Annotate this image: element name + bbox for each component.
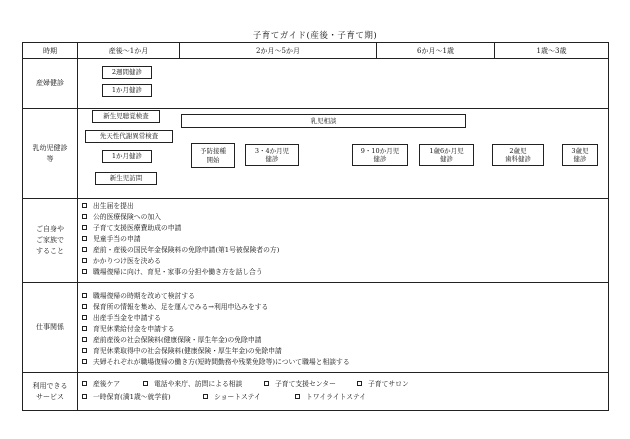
two-week-checkup-box: 2週間健診	[102, 66, 152, 79]
work-task-item: 出産手当金を申請する	[93, 314, 161, 322]
checkbox-icon[interactable]	[295, 394, 300, 399]
checkbox-icon[interactable]	[82, 293, 87, 298]
work-task-item: 保育所の情報を集め、足を運んでみる→利用申込みをする	[93, 303, 269, 311]
family-task-item: 公的医療保険への加入	[93, 213, 161, 221]
checkbox-icon[interactable]	[82, 203, 87, 208]
work-task-item: 育児休業給付金を申請する	[93, 325, 175, 333]
family-task-item: 児童手当の申請	[93, 235, 141, 243]
checkbox-icon[interactable]	[82, 315, 87, 320]
work-task-item: 夫婦それぞれが職場復帰の働き方(短時間勤務や残業免除等)について職場と相談する	[93, 358, 350, 366]
row-label-postpartum: 産婦健診	[23, 59, 78, 109]
vaccination-start-box: 予防接種 開始	[191, 143, 235, 168]
checkbox-icon[interactable]	[82, 269, 87, 274]
checkbox-icon[interactable]	[82, 214, 87, 219]
family-task-item: 出生届を提出	[93, 202, 134, 210]
dental-checkup-2y-box: 2歳児 歯科健診	[492, 144, 544, 166]
checkbox-icon[interactable]	[82, 225, 87, 230]
col-header-2-5m: 2か月～5か月	[180, 43, 377, 59]
infant-consultation-bar: 乳児相談	[181, 114, 466, 128]
checkup-9-10m-box: 9・10か月児 健診	[352, 144, 408, 166]
checkbox-icon[interactable]	[82, 258, 87, 263]
checkbox-icon[interactable]	[357, 381, 362, 386]
col-header-6m-1y: 6か月～1歳	[377, 43, 495, 59]
service-item: 子育てサロン	[368, 380, 409, 388]
family-task-item: 職場復帰に向け、育児・家事の分担や働き方を話し合う	[93, 268, 263, 276]
family-task-item: 子育て支援医療費助成の申請	[93, 224, 182, 232]
checkup-3y-box: 3歳児 健診	[562, 144, 598, 166]
service-item: 電話や来庁、訪問による相談	[154, 380, 243, 388]
one-month-checkup-box: 1か月健診	[102, 84, 152, 97]
row-label-infant: 乳幼児健診 等	[23, 109, 78, 199]
row-label-work: 仕事関係	[23, 283, 78, 373]
family-task-item: 産前・産後の国民年金保険料の免除申請(第1号被保険者の方)	[93, 246, 280, 254]
col-header-period: 時期	[23, 43, 78, 59]
col-header-0-1m: 産後～1か月	[78, 43, 180, 59]
newborn-visit-box: 新生児訪問	[95, 172, 157, 185]
row-label-services: 利用できる サービス	[23, 373, 78, 411]
checkbox-icon[interactable]	[203, 394, 208, 399]
newborn-hearing-test-box: 新生児聴覚検査	[92, 110, 160, 123]
checkbox-icon[interactable]	[82, 247, 87, 252]
checkbox-icon[interactable]	[82, 236, 87, 241]
checkbox-icon[interactable]	[82, 337, 87, 342]
checkup-3-4m-box: 3・4か月児 健診	[245, 144, 299, 166]
one-month-checkup-infant-box: 1か月健診	[102, 150, 152, 163]
page-title: 子育てガイド(産後・子育て期)	[252, 31, 378, 41]
checkup-1y6m-box: 1歳6か月児 健診	[419, 144, 474, 166]
metabolic-screening-box: 先天性代謝異常検査	[85, 130, 173, 143]
checkbox-icon[interactable]	[82, 348, 87, 353]
checkbox-icon[interactable]	[82, 394, 87, 399]
service-item: 一時保育(満1歳～就学前)	[93, 393, 171, 401]
checkbox-icon[interactable]	[82, 359, 87, 364]
header-row	[23, 43, 609, 59]
work-task-item: 育児休業取得中の社会保険料(健康保険・厚生年金)の免除申請	[93, 347, 282, 355]
family-task-item: かかりつけ医を決める	[93, 257, 161, 265]
checkbox-icon[interactable]	[82, 304, 87, 309]
checkbox-icon[interactable]	[264, 381, 269, 386]
row-label-family: ご自身や ご家族で すること	[23, 199, 78, 283]
service-item: 子育て支援センター	[275, 380, 336, 388]
checkbox-icon[interactable]	[82, 381, 87, 386]
service-item: ショートステイ	[214, 393, 261, 401]
work-task-item: 職場復帰の時期を改めて検討する	[93, 292, 195, 300]
col-header-1-3y: 1歳～3歳	[495, 43, 609, 59]
checkbox-icon[interactable]	[82, 326, 87, 331]
service-item: 産後ケア	[93, 380, 121, 388]
service-item: トワイライトステイ	[306, 393, 367, 401]
checkbox-icon[interactable]	[143, 381, 148, 386]
work-task-item: 産前産後の社会保険料(健康保険・厚生年金)の免除申請	[93, 336, 262, 344]
